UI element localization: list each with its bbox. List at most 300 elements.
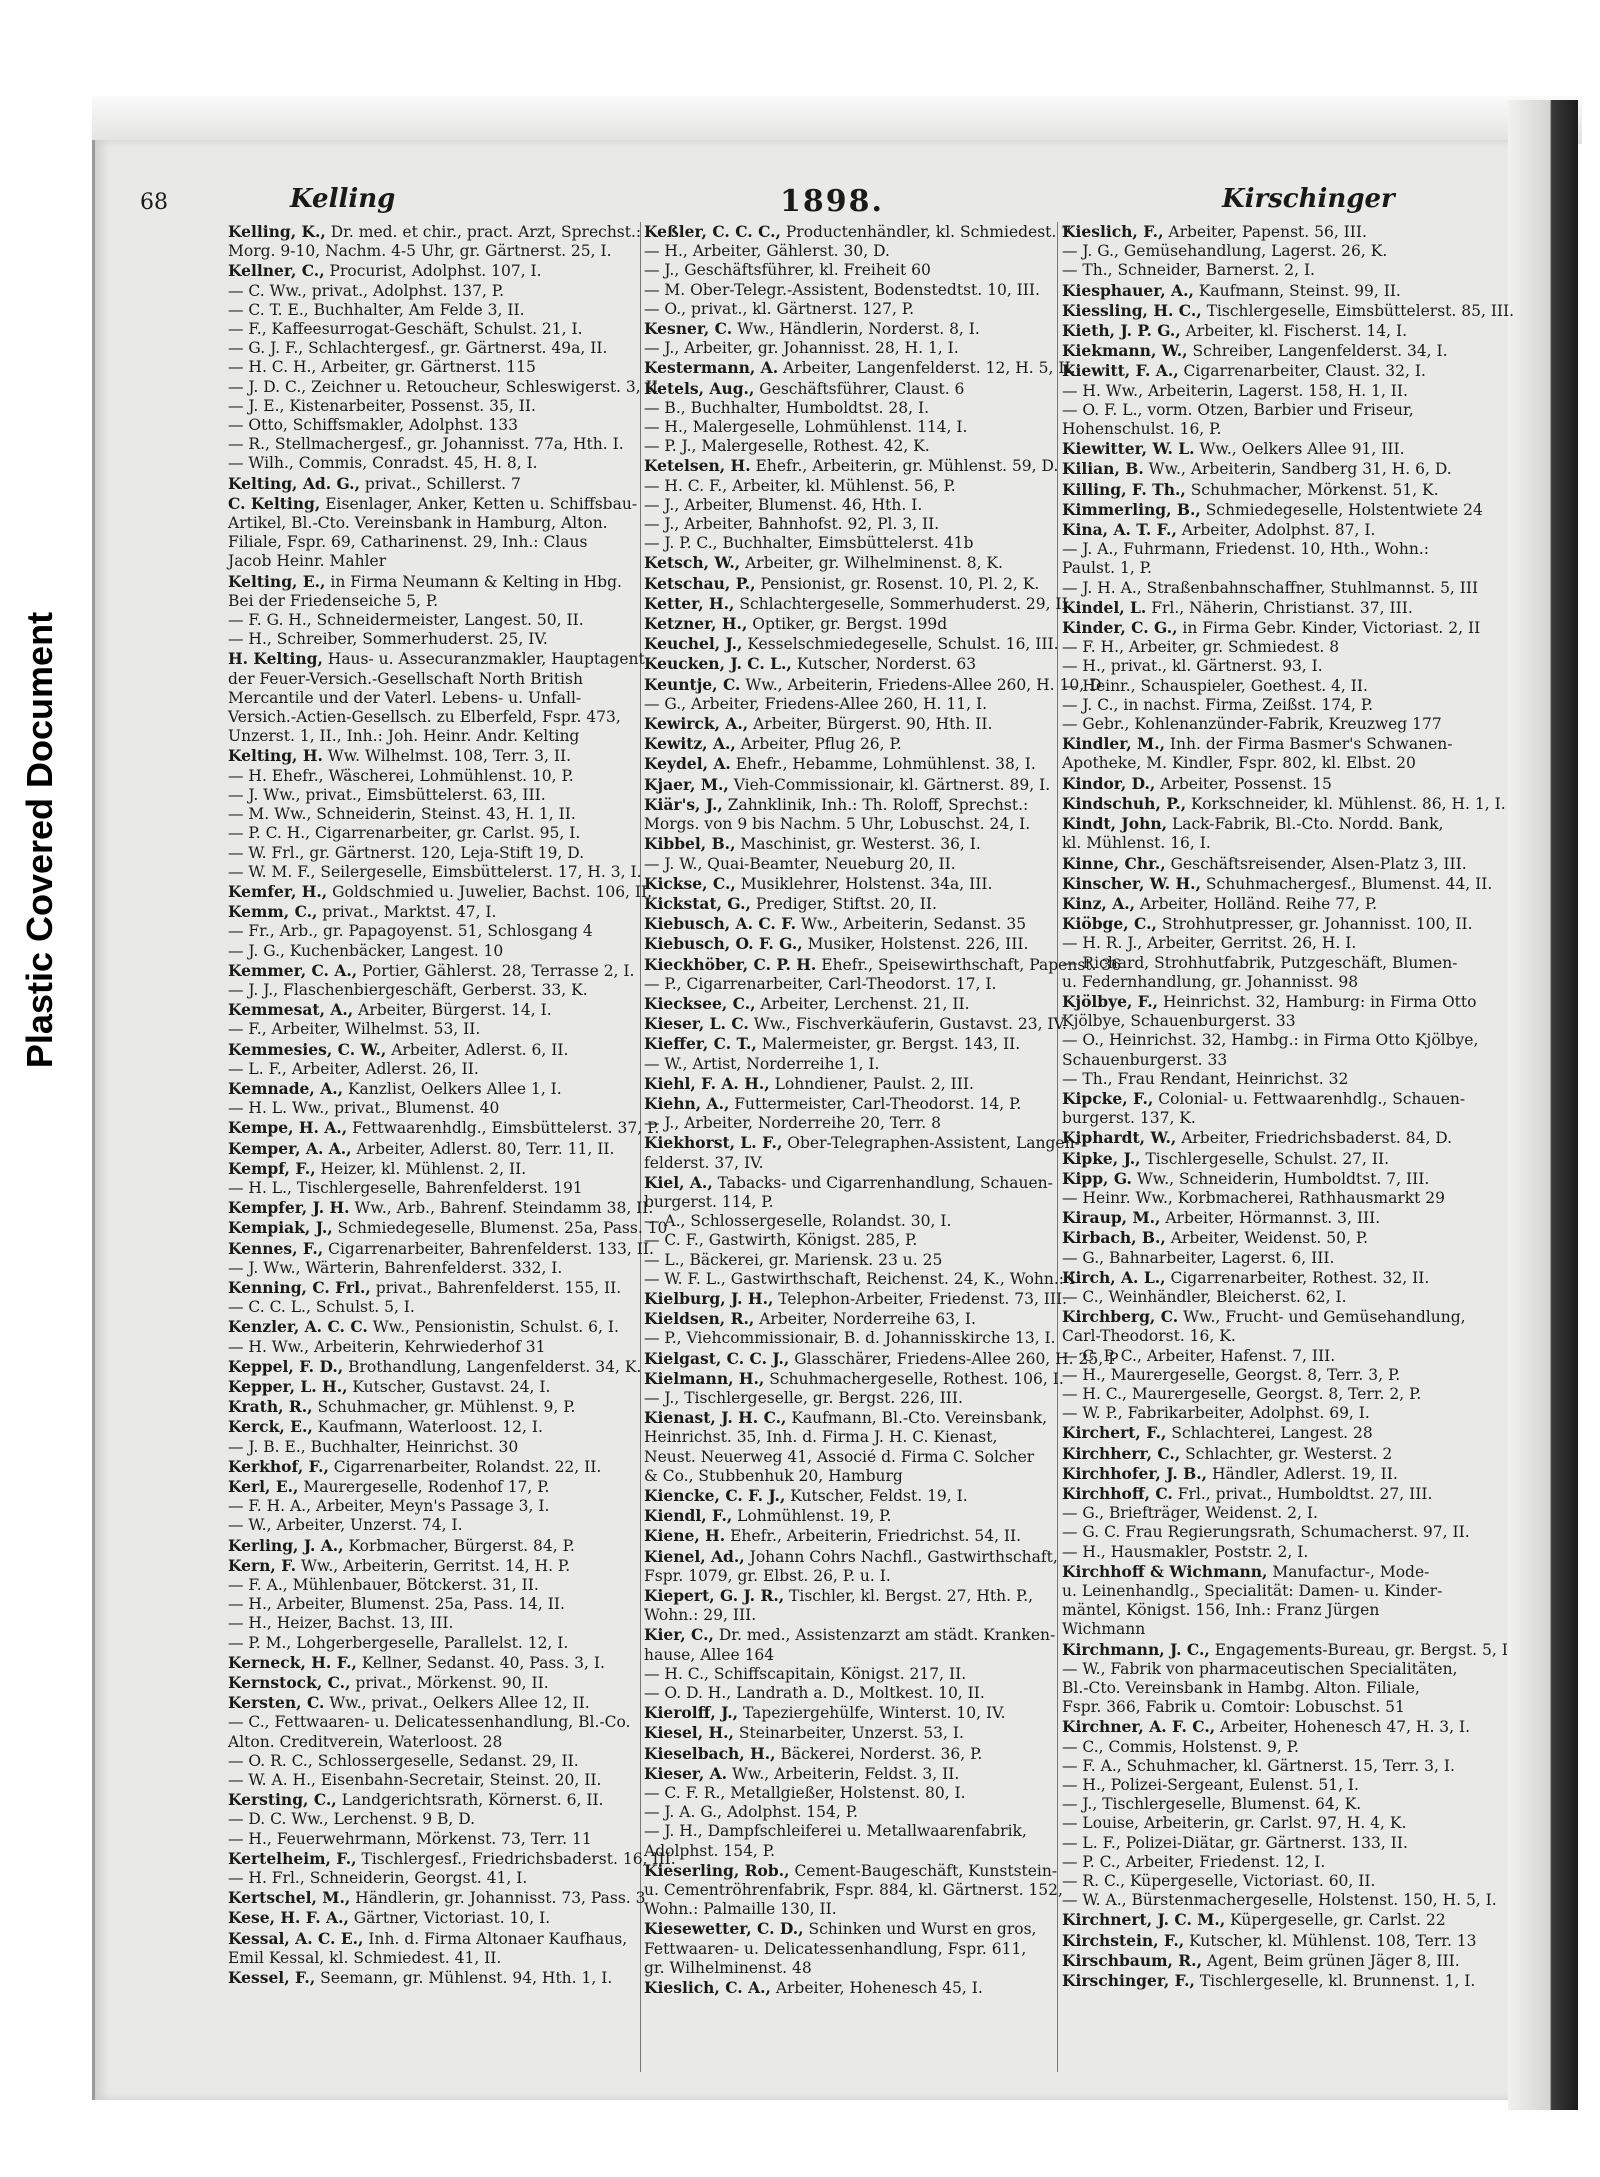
entry-name: Kemper, A. A., [228,1138,352,1158]
directory-entry [644,1074,1056,1094]
entry-details: — W. P., Fabrikarbeiter, Adolphst. 69, I. [1062,1404,1370,1423]
entry-name: Kirchstein, F., [1062,1930,1185,1950]
entry-details: — C. T. E., Buchhalter, Am Felde 3, II. [228,300,525,319]
entry-details: Wohn.: Palmaille 130, II. [644,1900,837,1919]
entry-details: Telephon-Arbeiter, Friedenst. 73, III. [773,1289,1068,1308]
entry-details: — Louise, Arbeiterin, gr. Carlst. 97, H. 4, K. [1062,1814,1407,1833]
directory-entry [1062,321,1480,341]
entry-name: Kieserling, Rob., [644,1860,790,1880]
entry-details: Arbeiter, Pflug 26, P. [735,735,902,754]
directory-entry [644,614,1056,634]
directory-entry [228,942,640,961]
directory-entry [1062,677,1480,696]
directory-entry [228,1556,640,1576]
entry-name: Kirchhofer, J. B., [1062,1463,1208,1483]
left-catchword: Kelling [290,184,396,214]
directory-entry [644,1154,1056,1173]
directory-entry [644,1368,1064,1389]
entry-details: Geschäftsreisender, Alsen-Platz 3, III. [1165,854,1467,873]
entry-details: Tischler, kl. Bergst. 27, Hth. P., [784,1587,1034,1606]
directory-entry [228,1536,640,1556]
entry-name: Kenzler, A. C. C. [228,1317,368,1337]
entry-name: Keucken, J. C. L., [644,654,792,674]
directory-entry [1062,774,1480,794]
directory-entry [228,1810,640,1829]
entry-details: Arbeiter, gr. Wilhelminenst. 8, K. [740,554,1003,573]
entry-details: Kesselschmiedegeselle, Schulst. 16, III. [742,635,1059,654]
directory-entry [644,1269,1076,1289]
entry-details: — Heinr. Ww., Korbmacherei, Rathhausmarkt 29 [1062,1188,1446,1207]
entry-name: Kertschel, M., [228,1888,351,1908]
directory-entry [228,708,640,727]
entry-details: Jacob Heinr. Mahler [228,552,387,571]
entry-details: Malermeister, gr. Bergst. 143, II. [756,1035,1021,1054]
directory-entry [228,1595,640,1614]
entry-details: — P., Viehcommissionair, B. d. Johannisskirche 13, I. [644,1329,1056,1348]
entry-details: u. Leinenhandlg., Specialität: Damen- u. Kinder- [1062,1582,1443,1601]
entry-name: Kiesel, H., [644,1723,734,1743]
entry-name: Kellner, C., [228,261,325,281]
entry-name: Kiene, H. [644,1526,726,1546]
directory-entry [228,1693,640,1713]
entry-details: Ww., Arbeiterin, Friedens-Allee 260, H. 10, D [740,675,1102,694]
directory-entry [1062,734,1480,754]
entry-details: Arbeiter, Papenst. 56, III. [1163,223,1367,241]
entry-name: Kielburg, J. H., [644,1288,774,1308]
entry-details: Fettwaarenhdlg., Eimsbüttelerst. 37, P. [347,1119,660,1138]
entry-details: — G. J. F., Schlachtergesf., gr. Gärtnerst. 49a, II. [228,339,608,358]
entry-details: — H. Ww., Arbeiterin, Lagerst. 158, H. 1, II. [1062,381,1408,400]
entry-name: Kiepert, G. J. R., [644,1586,785,1606]
directory-entry [644,1094,1056,1114]
entry-name: Keydel, A. [644,754,731,774]
entry-details: — J. P. C., Buchhalter, Eimsbüttelerst. 41b [644,534,974,553]
entry-details: — J., Tischlergeselle, gr. Bergst. 226, III. [644,1388,963,1407]
directory-entry [1062,1189,1480,1208]
directory-entry [644,994,1056,1014]
entry-details: Johann Cohrs Nachfl., Gastwirthschaft, [744,1547,1058,1566]
entry-name: Kiel, A., [644,1172,713,1192]
entry-name: Kempfer, J. H. [228,1198,350,1218]
directory-entry [1062,1012,1480,1031]
entry-name: Kirch, A. L., [1062,1267,1166,1287]
directory-entry [1062,954,1480,973]
directory-entry [228,282,640,301]
entry-details: — H. Ww., Arbeiterin, Kehrwiederhof 31 [228,1337,546,1356]
entry-details: Wohn.: 29, III. [644,1606,757,1625]
entry-details: Ww., Arb., Bahrenf. Steindamm 38, II. [349,1199,654,1218]
directory-entry [644,714,1056,734]
entry-details: Productenhändler, kl. Schmiedest. 7 [780,223,1072,241]
directory-entry [228,922,640,941]
directory-entry [644,934,1056,954]
entry-details: — H. C. F., Arbeiter, kl. Mühlenst. 56, P. [644,476,956,495]
column-divider [640,222,641,2072]
directory-entry [644,477,1056,496]
entry-details: — C. Ww., privat., Adolphst. 137, P. [228,281,505,300]
directory-entry [644,496,1056,515]
entry-name: Keuchel, J., [644,634,743,654]
entry-details: — L. F., Polizei-Diätar, gr. Gärtnerst. 133, II. [1062,1833,1408,1852]
entry-name: Kirchnert, J. C. M., [1062,1910,1226,1930]
directory-entry [1062,1268,1480,1288]
entry-name: Krath, R., [228,1397,313,1417]
directory-entry [1062,854,1480,874]
directory-entry [644,834,1056,854]
entry-details: Bei der Friedenseiche 5, P. [228,591,439,610]
directory-entry [644,399,1056,418]
directory-entry [644,1784,1056,1803]
directory-entry [644,695,1056,714]
entry-name: Kessel, F., [228,1968,316,1988]
entry-name: Kieckhöber, C. P. H. [644,954,817,974]
entry-name: Kipcke, F., [1062,1088,1154,1108]
directory-entry [1062,1149,1480,1169]
entry-details: Kaufmann, Waterloost. 12, I. [312,1418,543,1437]
entry-details: — M. Ober-Telegr.-Assistent, Bodenstedtst. 10, III. [644,280,1040,299]
entry-name: Kickse, C., [644,873,736,893]
page-edge [1508,100,1578,2110]
entry-name: Kemmesat, A., [228,1000,354,1020]
entry-details: Kjölbye, Schauenburgerst. 33 [1062,1012,1296,1031]
entry-details: — J., Arbeiter, Bahnhofst. 92, Pl. 3, II. [644,515,940,534]
directory-entry [644,1842,1056,1861]
directory-entry [1062,1660,1480,1679]
entry-name: Kerl, E., [228,1477,299,1496]
directory-entry [228,1497,640,1516]
directory-entry [1062,1523,1480,1542]
directory-entry [644,1959,1056,1978]
entry-details: Kaufmann, Steinst. 99, II. [1193,281,1401,300]
directory-entry [228,320,640,339]
directory-entry [1062,1347,1480,1366]
entry-name: Kestermann, A. [644,358,779,378]
directory-entry [228,844,640,863]
entry-details: — H., Arbeiter, Gählerst. 30, D. [644,242,890,261]
entry-details: Arbeiter, Bürgerst. 90, Hth. II. [748,715,993,734]
entry-details: Schlachter, gr. Westerst. 2 [1180,1444,1393,1463]
entry-details: Arbeiter, Hohenesch 47, H. 3, I. [1215,1718,1471,1737]
directory-entry [1062,1776,1480,1795]
entry-details: — H. Frl., Schneiderin, Georgst. 41, I. [228,1869,528,1888]
directory-entry [1062,1366,1480,1385]
directory-entry [228,881,653,902]
entry-details: — J., Geschäftsführer, kl. Freiheit 60 [644,261,931,280]
entry-details: Arbeiter, Adolphst. 87, I. [1176,521,1376,540]
directory-entry [644,1034,1056,1054]
directory-entry [1062,1385,1480,1404]
directory-entry [228,242,640,261]
entry-name: Kirchberg, C. [1062,1307,1179,1327]
directory-entry [1062,914,1480,934]
entry-name: Ketelsen, H. [644,456,751,476]
entry-details: Lohndiener, Paulst. 2, III. [769,1074,974,1093]
directory-entry [1062,559,1480,578]
entry-details: Ehefr., Speisewirthschaft, Papenst. 36 [816,955,1122,974]
directory-entry [228,1752,640,1771]
directory-entry [1062,401,1480,420]
entry-name: Kiraup, M., [1062,1208,1161,1228]
directory-entry [644,358,1076,378]
entry-name: Kewirck, A., [644,714,749,734]
entry-details: — C. F. R., Metallgießer, Holstenst. 80, I. [644,1784,966,1803]
directory-entry [228,1869,640,1888]
entry-details: Mercantile und der Vaterl. Lebens- u. Unfall- [228,688,582,707]
directory-entry [228,767,640,786]
directory-entry [228,1020,640,1039]
entry-details: Filiale, Fspr. 69, Catharinenst. 29, Inh.: Claus [228,533,588,552]
directory-entry [644,1978,1056,1998]
directory-column-1 [228,222,676,2082]
entry-details: Colonial- u. Fettwaarenhdlg., Schauen- [1153,1089,1466,1108]
entry-details: privat., Marktst. 47, I. [317,903,497,922]
directory-entry [644,1408,1056,1428]
entry-details: Steinarbeiter, Unzerst. 53, I. [733,1724,964,1743]
entry-details: Kutscher, Feldst. 19, I. [785,1487,968,1505]
directory-entry [644,379,1056,399]
entry-name: Kemm, C., [228,902,318,922]
directory-entry [644,418,1056,437]
entry-name: Kieslich, F., [1062,222,1164,241]
directory-entry [228,533,640,552]
entry-details: — H. L. Ww., privat., Blumenst. 40 [228,1099,500,1118]
entry-details: — F. H. A., Arbeiter, Meyn's Passage 3, I. [228,1497,550,1516]
directory-entry [644,319,1056,339]
directory-entry [644,1231,1056,1250]
entry-details: Engagements-Bureau, gr. Bergst. 5, I [1209,1640,1508,1659]
entry-details: Arbeiter, Lerchenst. 21, II. [755,994,970,1013]
directory-entry [644,1703,1056,1723]
entry-details: kl. Mühlenst. 16, I. [1062,834,1211,853]
entry-details: — D. C. Ww., Lerchenst. 9 B, D. [228,1810,476,1829]
entry-details: felderst. 37, IV. [644,1153,764,1172]
directory-entry [1062,341,1480,361]
entry-details: Arbeiter, Bürgerst. 14, I. [353,1001,552,1020]
entry-details: — W. Frl., gr. Gärtnerst. 120, Leja-Stift 19, D. [228,843,585,862]
entry-details: Inh. der Firma Basmer's Schwanen- [1165,735,1453,754]
directory-entry [644,654,1056,674]
entry-details: Vieh-Commissionair, kl. Gärtnerst. 89, I. [728,775,1051,794]
directory-entry [1062,1404,1480,1423]
directory-entry [228,611,640,630]
entry-name: Kirbach, B., [1062,1228,1166,1248]
directory-entry [228,435,640,454]
entry-details: u. Cementröhrenfabrik, Fspr. 884, kl. Gärtnerst. 152, [644,1881,1063,1900]
directory-entry [1062,814,1480,834]
directory-entry [228,1733,640,1752]
entry-name: Kieldsen, R., [644,1309,755,1329]
directory-entry [644,339,1056,358]
directory-entry [644,734,1056,754]
entry-details: — H., Hausmakler, Poststr. 2, I. [1062,1542,1309,1561]
directory-entry [644,815,1056,834]
entry-details: — F. G. H., Schneidermeister, Langest. 50, II. [228,611,584,630]
entry-details: Tischlergesf., Friedrichsbaderst. 16, III. [356,1849,676,1868]
entry-name: Kieser, A. [644,1763,728,1783]
directory-entry [644,515,1056,534]
entry-details: — G., Briefträger, Weidenst. 2, I. [1062,1504,1318,1523]
directory-entry [228,592,640,611]
entry-details: Händler, Adlerst. 19, II. [1207,1464,1398,1483]
entry-details: hause, Allee 164 [644,1645,775,1664]
entry-name: Kerling, J. A., [228,1535,344,1555]
entry-details: Apotheke, M. Kindler, Fspr. 802, kl. Elbst. 20 [1062,754,1416,773]
directory-entry [1062,1971,1480,1991]
directory-entry [228,630,640,649]
entry-details: — P. J., Malergeselle, Rothest. 42, K. [644,437,930,456]
entry-details: — H. C., Maurergeselle, Georgst. 8, Terr. 2, P. [1062,1384,1422,1403]
entry-name: Kirchert, F., [1062,1423,1167,1443]
entry-details: Arbeiter, Norderreihe 63, I. [754,1310,976,1329]
entry-details: Küpergeselle, gr. Carlst. 22 [1225,1911,1446,1930]
entry-details: Arbeiter, Adlerst. 80, Terr. 11, II. [351,1139,615,1158]
entry-details: — J. Ww., Wärterin, Bahrenfelderst. 332, I. [228,1258,563,1277]
entry-details: Paulst. 1, P. [1062,559,1152,578]
entry-details: in Firma Gebr. Kinder, Victoriast. 2, II [1177,619,1481,638]
entry-details: Cigarrenarbeiter, Rolandst. 22, II. [328,1457,602,1476]
entry-name: Kiehn, A., [644,1093,730,1113]
directory-entry [228,746,640,766]
entry-details: Dr. med. et chir., pract. Arzt, Sprechst.: [325,223,642,241]
entry-name: Kesner, C. [644,319,733,339]
entry-name: Kirchmann, J. C., [1062,1639,1210,1659]
directory-entry [1062,499,1483,520]
entry-details: Ww. Wilhelmst. 108, Terr. 3, II. [322,747,572,766]
entry-name: Kiöbge, C., [1062,914,1157,934]
directory-entry [644,894,1056,914]
entry-name: Kenning, C. Frl., [228,1277,371,1297]
directory-entry [1062,1738,1480,1757]
entry-name: Ketsch, W., [644,553,741,573]
directory-entry [1062,1620,1480,1639]
directory-entry [644,1348,1119,1369]
entry-details: Goldschmied u. Juwelier, Bachst. 106, II. [327,882,653,901]
directory-entry [1062,520,1480,540]
entry-details: — J. A., Fuhrmann, Friedenst. 10, Hth., Wohn.: [1062,540,1429,559]
entry-details: Maurergeselle, Rodenhof 17, P. [298,1478,550,1496]
entry-name: Kemnade, A., [228,1078,344,1098]
entry-name: Kielgast, C. C. J., [644,1348,790,1368]
directory-entry [644,1646,1056,1665]
directory-entry [1062,1562,1480,1582]
directory-entry [228,222,640,242]
entry-details: Ww., Arbeiterin, Feldst. 3, II. [727,1764,960,1783]
entry-details: Ww., Oelkers Allee 91, III. [1194,440,1405,459]
directory-entry [644,1586,1056,1606]
entry-details: — C. C. L., Schulst. 5, I. [228,1298,415,1317]
entry-name: Kieffer, C. T., [644,1034,757,1054]
entry-name: Kielmann, H., [644,1368,765,1388]
entry-details: Gärtner, Victoriast. 10, I. [348,1909,551,1928]
entry-details: Ober-Telegraphen-Assistent, Langen- [782,1134,1080,1153]
entry-details: Zahnklinik, Inh.: Th. Roloff, Sprechst.: [722,795,1029,814]
entry-details: — C. F., Gastwirth, Königst. 285, P. [644,1231,918,1250]
entry-name: Kinz, A., [1062,893,1136,913]
directory-entry [228,1377,640,1397]
entry-details: — R. C., Küpergeselle, Victoriast. 60, II. [1062,1872,1376,1891]
entry-details: — G., Bahnarbeiter, Lagerst. 6, III. [1062,1248,1335,1267]
directory-entry [228,358,640,377]
directory-entry [644,754,1056,774]
entry-details: — H., Heizer, Bachst. 13, III. [228,1614,454,1633]
entry-name: Kiesphauer, A., [1062,280,1194,300]
directory-entry [644,1251,1056,1270]
entry-name: Kickstat, G., [644,893,751,913]
directory-entry [228,1139,640,1159]
entry-details: Manufactur-, Mode- [1267,1562,1430,1581]
entry-details: burgerst. 137, K. [1062,1109,1196,1128]
entry-name: Kirschinger, F., [1062,1971,1195,1991]
directory-entry [1062,1795,1480,1814]
entry-name: Kerneck, H. F., [228,1652,357,1672]
entry-name: Kiebusch, O. F. G., [644,934,803,954]
entry-name: Kienel, Ad., [644,1546,745,1566]
entry-name: Kiessling, H. C., [1062,300,1202,320]
entry-details: Geschäftsführer, Claust. 6 [754,379,965,398]
entry-name: Kieslich, C. A., [644,1978,771,1998]
directory-entry [644,1055,1056,1074]
entry-name: Kiendl, F., [644,1506,733,1526]
entry-name: Kieth, J. P. G., [1062,321,1181,341]
directory-entry [228,1259,640,1278]
directory-entry [228,786,640,805]
entry-details: — B., Buchhalter, Humboldtst. 28, I. [644,398,930,417]
directory-entry [644,1822,1056,1841]
directory-entry [644,1288,1068,1309]
directory-entry [228,1159,640,1179]
entry-details: Ww., Schneiderin, Humboldtst. 7, III. [1131,1169,1430,1188]
directory-entry [644,593,1073,614]
directory-entry [1062,793,1506,814]
entry-name: Kennes, F., [228,1238,324,1258]
directory-entry [1062,834,1480,853]
directory-entry [228,1079,640,1099]
entry-name: Kersting, C., [228,1790,337,1810]
entry-details: — P. C., Arbeiter, Friedenst. 12, I. [1062,1852,1326,1871]
entry-details: Fspr. 1079, gr. Elbst. 26, P. u. I. [644,1566,891,1585]
entry-details: Brothandlung, Langenfelderst. 34, K. [343,1357,642,1376]
entry-details: — G., Arbeiter, Friedens-Allee 260, H. 11, I. [644,694,988,713]
directory-entry [644,1428,1056,1447]
entry-details: — H., privat., kl. Gärtnerst. 93, I. [1062,657,1323,676]
entry-details: Frl., privat., Humboldtst. 27, III. [1172,1485,1433,1503]
entry-details: Inh. d. Firma Altonaer Kaufhaus, [363,1929,628,1948]
entry-details: Kutscher, kl. Mühlenst. 108, Terr. 13 [1184,1931,1477,1950]
directory-entry [228,454,640,473]
directory-entry [644,1764,1056,1784]
directory-entry [644,634,1059,654]
entry-name: Kirchner, A. F. C., [1062,1717,1216,1737]
entry-name: Kempe, H. A., [228,1118,348,1138]
entry-details: Schinken und Wurst en gros, [803,1920,1037,1939]
entry-name: Kemfer, H., [228,881,328,901]
entry-details: Fspr. 366, Fabrik u. Comtoir: Lobuschst. 51 [1062,1698,1405,1717]
entry-details: — H., Maurergeselle, Georgst. 8, Terr. 3, P. [1062,1365,1401,1384]
directory-entry [1062,1504,1480,1523]
directory-entry [1062,754,1480,773]
entry-details: Schauenburgerst. 33 [1062,1050,1228,1069]
entry-details: Arbeiter, Hörmannst. 3, III. [1160,1209,1381,1228]
directory-entry [1062,420,1480,439]
entry-details: — C. P. C., Arbeiter, Hafenst. 7, III. [1062,1346,1336,1365]
entry-details: Lack-Fabrik, Bl.-Cto. Nordd. Bank, [1167,815,1444,834]
entry-name: Kibbel, B., [644,834,736,854]
directory-entry [1062,1931,1480,1951]
directory-entry [1062,1208,1480,1228]
directory-entry [1062,1484,1480,1504]
directory-entry [1062,439,1480,459]
entry-name: Killing, F. Th., [1062,479,1186,499]
